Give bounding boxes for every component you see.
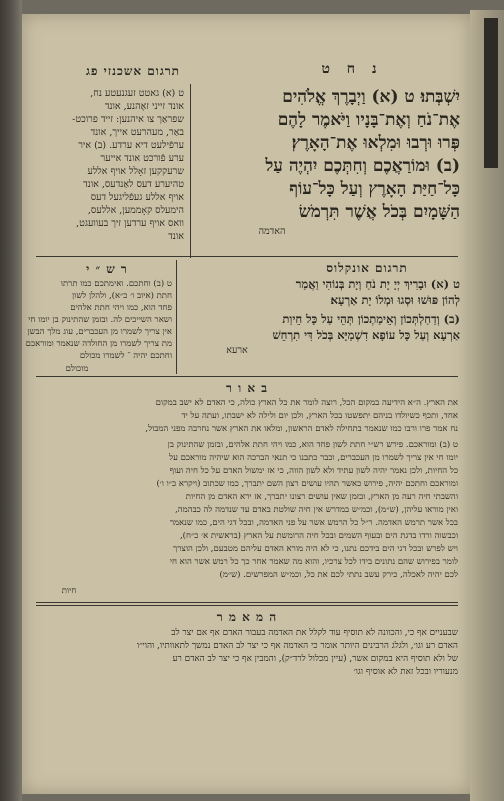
verse-line: כָּל־חַיַּת הָאָרֶץ וְעַל כָּל־עוֹף — [289, 179, 460, 199]
rashi-line: מת צריך לשמרו מן החולדה שנאמר ומוראכם — [25, 339, 172, 349]
header-right-title: נ ח ט — [321, 61, 383, 77]
section-rule — [36, 602, 458, 603]
biur-line: לומר בפירוש שהם נתונים בידו לכל צרכיו, והוא מה שאמר אחר כך כל רמש אשר הוא חי — [169, 557, 458, 567]
german-line: ערפֿילעט דיא ערדע. (ב) איר — [78, 140, 184, 151]
rashi-line: אין צריך לשמרו מן העכברים, עוג מלך הבשן — [27, 327, 172, 337]
column-divider — [190, 84, 191, 258]
verse-line: אֶת־נֹחַ וְאֶת־בָּנָיו וַיֹּאמֶר לָהֶם — [277, 110, 460, 130]
biur-line: כל החיות, ולכן נאמר יהיה לשון עתיד ולא לשון הווה, כי אז ימשול האדם על כל חיה ועוף — [169, 466, 458, 476]
onkelos-catchword: ארעא — [226, 345, 248, 356]
column-divider — [176, 260, 177, 374]
section-rule — [36, 376, 458, 377]
german-line: אויף אללע געפֿליגעל דעס — [90, 192, 184, 203]
onkelos-title: תרגום אונקלוס — [326, 261, 408, 275]
biur-catchword: חיות — [61, 586, 77, 596]
german-line: ערע פֿורכט אונד אייער — [100, 153, 184, 164]
rashi-line: ט (ב) וחתכם. ואימתכם כמו תרתו — [60, 279, 172, 289]
rashi-title: ר ש ״ י — [86, 262, 128, 276]
biur-line: נח אמר פרו ורבו כמו שנאמר בתחילה לאדם הראשון, ומלאו את הארץ אשר נחרבה מפני המבול, — [145, 424, 458, 434]
german-line: הימעלס קאָממען, אללעס, — [87, 205, 184, 216]
rashi-line: חתת (איוב ו׳ כ״א), ולהלן לשון — [72, 291, 172, 301]
biur-line: ט (ב) ומוראכם. פירש רש״י חתת לשון פחד הוא, כמו ויהי חתת אלהים, ובזמן שהתינוק בן — [167, 440, 458, 450]
biur-line: לכם יהיה לאכלה, כירק עשב נתתי לכם את כל, וכמ״ש המפרשים. (ש״מ) — [219, 570, 458, 580]
section-rule — [36, 256, 458, 257]
book-spine — [0, 0, 22, 801]
biur-line: ויש לפרש ובכל דגי הים בידכם נתנו, כי לא היה מורא האדם עליהם מטבעם, ולכן הוצרך — [173, 544, 458, 554]
section-rule — [36, 605, 458, 606]
verse-catchword: האדמה — [258, 226, 286, 237]
biur-line: ומוראכם וחתכם יהיה, פירוש כאשר תהיו עושים רצון השם יתברך, כמו שכתוב (ויקרא כ״ו ו׳) — [156, 479, 458, 489]
german-line: באַר, מעהרעט אייך, אונד — [90, 127, 184, 138]
maamar-line: של ולא תוסיף היא במקום אשר, (עיין מכלול לרד״ק), והמבין אף כי יצר לב האדם רע — [172, 654, 458, 664]
onkelos-line: ט (א) וּבָרִיךְ יְיָ יָת נֹחַ וְיָת בְּנוֹהִי וַאֲמַר — [295, 277, 460, 291]
german-line: שפראַך צו איהנען: זייד פרוכט- — [72, 114, 184, 125]
biur-line: אחד, ותכף כשיולדו בניהם יתפשטו בכל הארץ, ולכן יום ולילה לא ישבתו, ועתה על יד — [181, 411, 458, 421]
ribbon-marker — [484, 18, 498, 168]
rashi-line: וחתכם יהיה ־ לשמרו מכולם — [79, 351, 172, 361]
onkelos-line: לְהוֹן פּוּשׁוּ וּסְגוּ וּמְלוֹ יָת אַרְעָא׃ — [330, 293, 460, 307]
biur-line: ואין מוראו עליהן, (ש״מ), וכמ״ש במדרש אין חיה שולטת באדם עד שנדמה לה כבהמה, — [175, 505, 458, 515]
rashi-line: ושאר השייכים לה. ובזמן שהתינוק בן יומו חי — [28, 315, 172, 325]
maamar-line: שבעניים אף כי, והכוונה לא תוסיף עוד לקלל את האדמה בעבור האדם אף אם יצר לב — [171, 628, 458, 638]
german-line: אונד זייני זאֶהנע, אונד — [104, 101, 184, 112]
header-left-title: תרגום אשכנזי פג — [85, 64, 180, 78]
biur-line: והשבתי חיה רעה מן הארץ, ובזמן שאין עושים רצונו יתברך, אז ירא האדם מן החיות — [185, 492, 458, 502]
verse-line: פְּרוּ וּרְבוּ וּמִלְאוּ אֶת־הָאָרֶץ׃ — [291, 133, 460, 153]
verse-line: הַשָּׁמָיִם בְּכֹל אֲשֶׁר תִּרְמֹשׂ — [298, 202, 460, 222]
german-line: וואס אויף ערדען זיך בעוועגט, — [76, 218, 184, 229]
book-page — [22, 14, 470, 794]
maamar-line: מנעוריו ובכל זאת לא אוסיף וגו׳ — [353, 667, 458, 677]
biur-line: יומו חי אין צריך לשמרו מן העכברים, וכבר כתבנו כי תנאי הברכה הוא שיהיה מוראכם על — [169, 453, 458, 463]
german-line: אונד — [168, 231, 184, 242]
biur-line: וכבשוה ורדו בדגת הים ובעוף השמים ובכל חיה הרומשת על הארץ (בראשית א׳ כ״ח), — [179, 531, 458, 541]
onkelos-line: (ב) וְדַחַלְתְּכוֹן וְאֵימַתְכוֹן תְּהֵי עַל כָּל חֵיוַת — [282, 312, 460, 326]
biur-title: ב א ו ר — [226, 381, 268, 395]
maamar-line: האדם רע וגו׳, ולגלג הרבינים היותר אומר כי האדמה אף כי יצר לב האדם נמשך לתאוותיו, והוי״ו — [136, 641, 458, 651]
biur-line: את הארץ. ה״א הידיעה במקום הכל, רוצה לומר את כל הארץ כולה, כי האדם לא ישב במקום — [155, 398, 458, 408]
maamar-title: ה מ א מ ר — [216, 610, 278, 624]
german-line: ט (א) גאטט זעגנעטע נח, — [90, 88, 184, 99]
rashi-line: פחד הוא, כמו ויהי חתת אלהים — [70, 303, 172, 313]
onkelos-line: אַרְעָא וְעַל כָּל עוֹפָא דִשְׁמַיָּא בְּכֹל דִּי תִרְחֵשׁ — [272, 328, 460, 342]
rashi-catchword: מוכולם — [65, 364, 89, 374]
verse-line: יִשְׁבְּתוּ׃ ט (א) וַיְבָרֶךְ אֱלֹהִים — [282, 87, 460, 107]
biur-line: בכל אשר תרמש האדמה. ר״ל כל הרמש אשר על פני האדמה, ובכל דגי הים, כמו שנאמר — [169, 518, 458, 528]
verse-line: (ב) וּמוֹרַאֲכֶם וְחִתְּכֶם יִהְיֶה עַל — [265, 156, 460, 176]
german-line: טהיערע דעס לאַנדעס, אונד — [83, 179, 184, 190]
german-line: שרעקקען זאָלל אויף אללע — [87, 166, 184, 177]
